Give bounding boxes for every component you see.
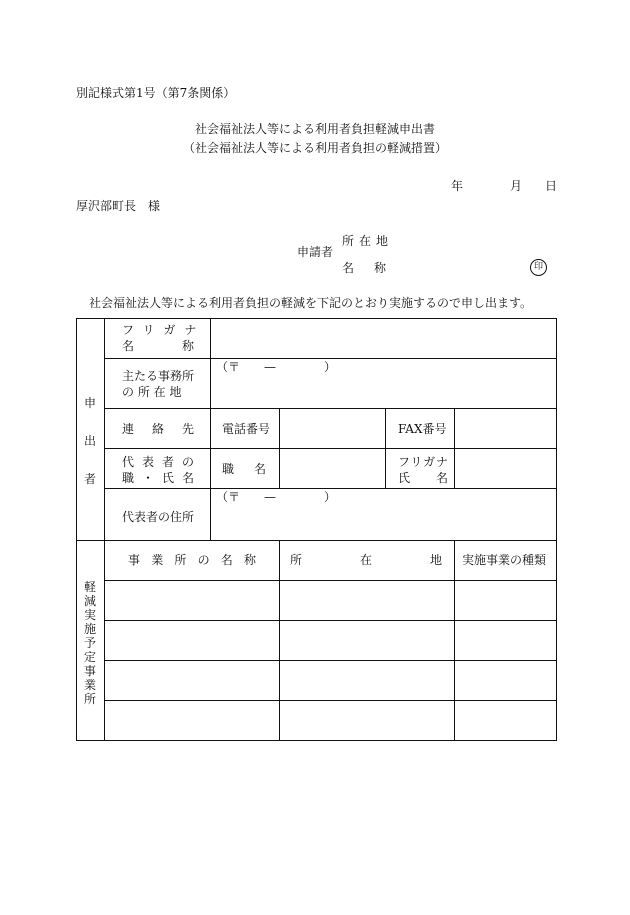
- position-label: 職 名: [222, 462, 266, 476]
- application-table: [76, 318, 557, 741]
- applicant-name-label: 名称: [342, 261, 407, 275]
- facility-section-label: 軽 減 実 施 予 定 事 業 所: [83, 580, 96, 706]
- contact-label: 連絡先: [122, 422, 194, 436]
- date-day-label: 日: [545, 179, 558, 193]
- office-label-2: の 所 在 地: [122, 385, 182, 399]
- col-location: 所 在 地: [290, 553, 442, 567]
- rep-postal-code: （〒 — ）: [216, 490, 337, 504]
- facility-row: [105, 701, 556, 740]
- rep-address-label: 代表者の住所: [122, 510, 195, 524]
- form-subtitle: （社会福祉法人等による利用者負担の軽減措置）: [182, 141, 447, 155]
- col-office-name: 事業所の名称: [128, 553, 256, 567]
- fax-label: FAX番号: [398, 422, 447, 436]
- representative-label-2: 職・氏名: [122, 471, 194, 485]
- facility-row: [105, 661, 556, 700]
- col-service-type: 実施事業の種類: [462, 553, 547, 567]
- rep-name-label: 氏 名: [398, 471, 448, 485]
- form-number: 別記様式第1号（第7条関係）: [76, 86, 236, 100]
- applicant-label: 申請者: [297, 245, 334, 259]
- rep-furigana-label: フリガナ: [398, 455, 448, 469]
- statement-text: 社会福祉法人等による利用者負担の軽減を下記のとおり実施するので申し出ます。: [89, 296, 533, 310]
- applicant-address-label: 所在地: [342, 234, 394, 248]
- facility-row: [105, 621, 556, 660]
- date-year-label: 年: [451, 179, 464, 193]
- furigana-label: フリガナ: [122, 323, 206, 337]
- representative-label-1: 代表者の: [122, 455, 194, 469]
- tel-label: 電話番号: [222, 422, 271, 436]
- facility-row: [105, 581, 556, 620]
- office-label-1: 主たる事務所: [122, 369, 195, 383]
- date-month-label: 月: [510, 179, 523, 193]
- applicant-section-label: 申 出 者: [83, 396, 96, 486]
- seal-mark: 印: [530, 259, 547, 276]
- office-postal-code: （〒 — ）: [216, 360, 337, 374]
- form-title: 社会福祉法人等による利用者負担軽減申出書: [194, 122, 435, 136]
- name-label: 名 称: [122, 339, 194, 353]
- addressee: 厚沢部町長 様: [76, 199, 161, 213]
